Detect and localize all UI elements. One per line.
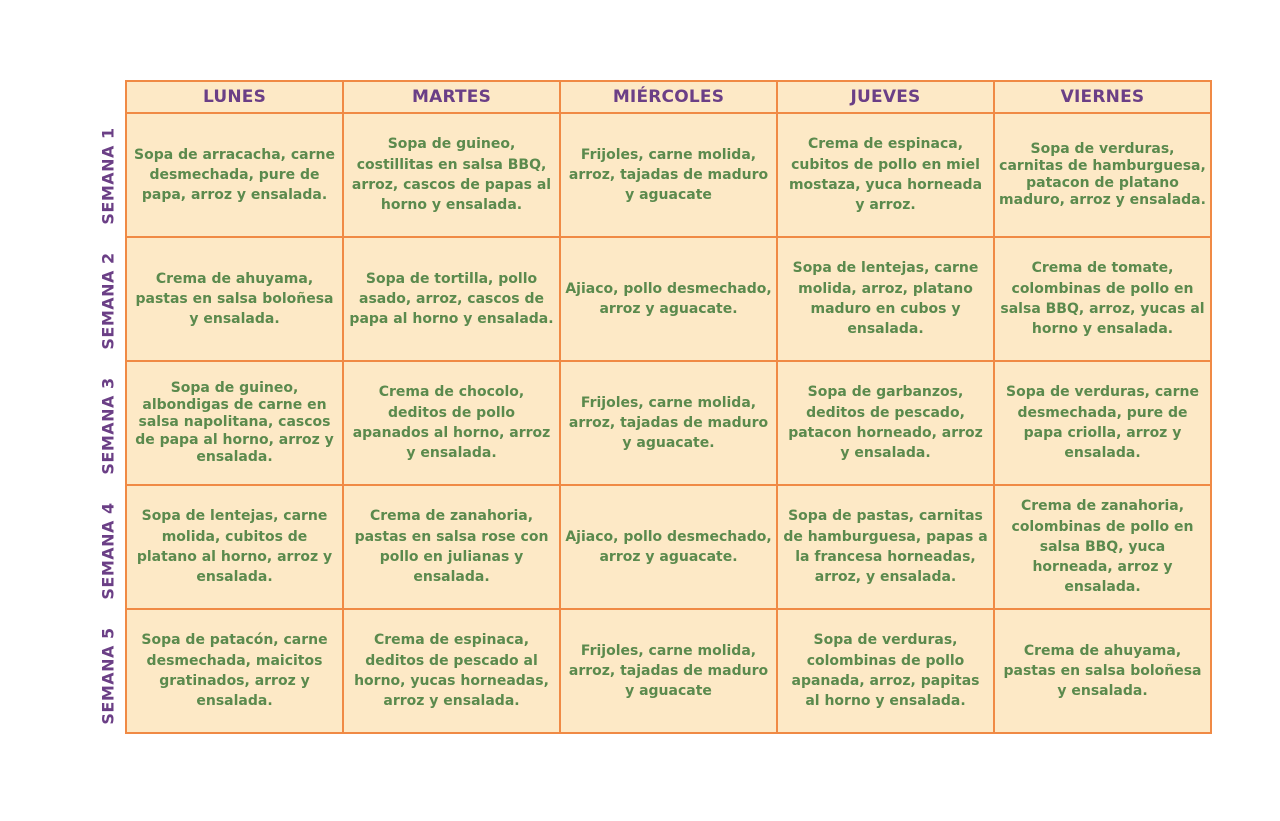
meal-cell: Sopa de pastas, carnitas de hamburguesa, papas a la francesa horneadas, arroz, y ensalada. [777,485,994,609]
meal-cell: Sopa de patacón, carne desmechada, maicitos gratinados, arroz y ensalada. [126,609,343,733]
week-label-1 [90,113,126,238]
week-row-3 [126,361,1211,485]
week-label-text: SEMANA 4 [98,501,118,600]
day-header-row [126,81,1211,113]
week-label-2 [90,238,126,363]
meal-cell: Frijoles, carne molida, arroz, tajadas de maduro y aguacate [560,113,777,237]
week-row-5 [126,609,1211,733]
meal-cell: Crema de chocolo, deditos de pollo apanados al horno, arroz y ensalada. [343,361,560,485]
meal-cell: Sopa de lentejas, carne molida, cubitos de platano al horno, arroz y ensalada. [126,485,343,609]
meal-cell: Sopa de verduras, colombinas de pollo apanada, arroz, papitas al horno y ensalada. [777,609,994,733]
week-label-4 [90,488,126,613]
meal-cell: Sopa de tortilla, pollo asado, arroz, cascos de papa al horno y ensalada. [343,237,560,361]
meal-cell: Ajiaco, pollo desmechado, arroz y aguacate. [560,485,777,609]
week-label-text: SEMANA 1 [98,126,118,225]
meal-cell: Frijoles, carne molida, arroz, tajadas de maduro y aguacate. [560,361,777,485]
meal-cell: Crema de espinaca, deditos de pescado al horno, yucas horneadas, arroz y ensalada. [343,609,560,733]
meal-cell: Sopa de guineo, costillitas en salsa BBQ, arroz, cascos de papas al horno y ensalada. [343,113,560,237]
week-label-text: SEMANA 2 [98,251,118,350]
meal-cell: Sopa de guineo, albondigas de carne en salsa napolitana, cascos de papa al horno, arroz y ensalada. [126,361,343,485]
day-header-viernes: VIERNES [994,81,1211,113]
meal-cell: Sopa de lentejas, carne molida, arroz, platano maduro en cubos y ensalada. [777,237,994,361]
week-label-5 [90,613,126,738]
week-row-4 [126,485,1211,609]
week-label-3 [90,363,126,488]
meal-cell: Crema de zanahoria, pastas en salsa rose con pollo en julianas y ensalada. [343,485,560,609]
meal-cell: Sopa de arracacha, carne desmechada, pure de papa, arroz y ensalada. [126,113,343,237]
meal-cell: Crema de espinaca, cubitos de pollo en miel mostaza, yuca horneada y arroz. [777,113,994,237]
day-header-lunes: LUNES [126,81,343,113]
meal-cell: Crema de ahuyama, pastas en salsa boloñesa y ensalada. [126,237,343,361]
meal-cell: Crema de ahuyama, pastas en salsa boloñesa y ensalada. [994,609,1211,733]
meal-cell: Frijoles, carne molida, arroz, tajadas de maduro y aguacate [560,609,777,733]
day-header-miercoles: MIÉRCOLES [560,81,777,113]
meal-cell: Sopa de verduras, carnitas de hamburguesa, patacon de platano maduro, arroz y ensalada. [994,113,1211,237]
meal-cell: Crema de tomate, colombinas de pollo en salsa BBQ, arroz, yucas al horno y ensalada. [994,237,1211,361]
meal-cell: Sopa de verduras, carne desmechada, pure de papa criolla, arroz y ensalada. [994,361,1211,485]
week-labels [90,113,126,738]
day-header-martes: MARTES [343,81,560,113]
meal-cell: Crema de zanahoria, colombinas de pollo en salsa BBQ, yuca horneada, arroz y ensalada. [994,485,1211,609]
meal-cell: Ajiaco, pollo desmechado, arroz y aguacate. [560,237,777,361]
week-row-1 [126,113,1211,237]
weekly-menu-table [125,80,1212,734]
day-header-jueves: JUEVES [777,81,994,113]
week-label-text: SEMANA 3 [98,376,118,475]
week-row-2 [126,237,1211,361]
week-label-text: SEMANA 5 [98,626,118,725]
meal-cell: Sopa de garbanzos, deditos de pescado, patacon horneado, arroz y ensalada. [777,361,994,485]
